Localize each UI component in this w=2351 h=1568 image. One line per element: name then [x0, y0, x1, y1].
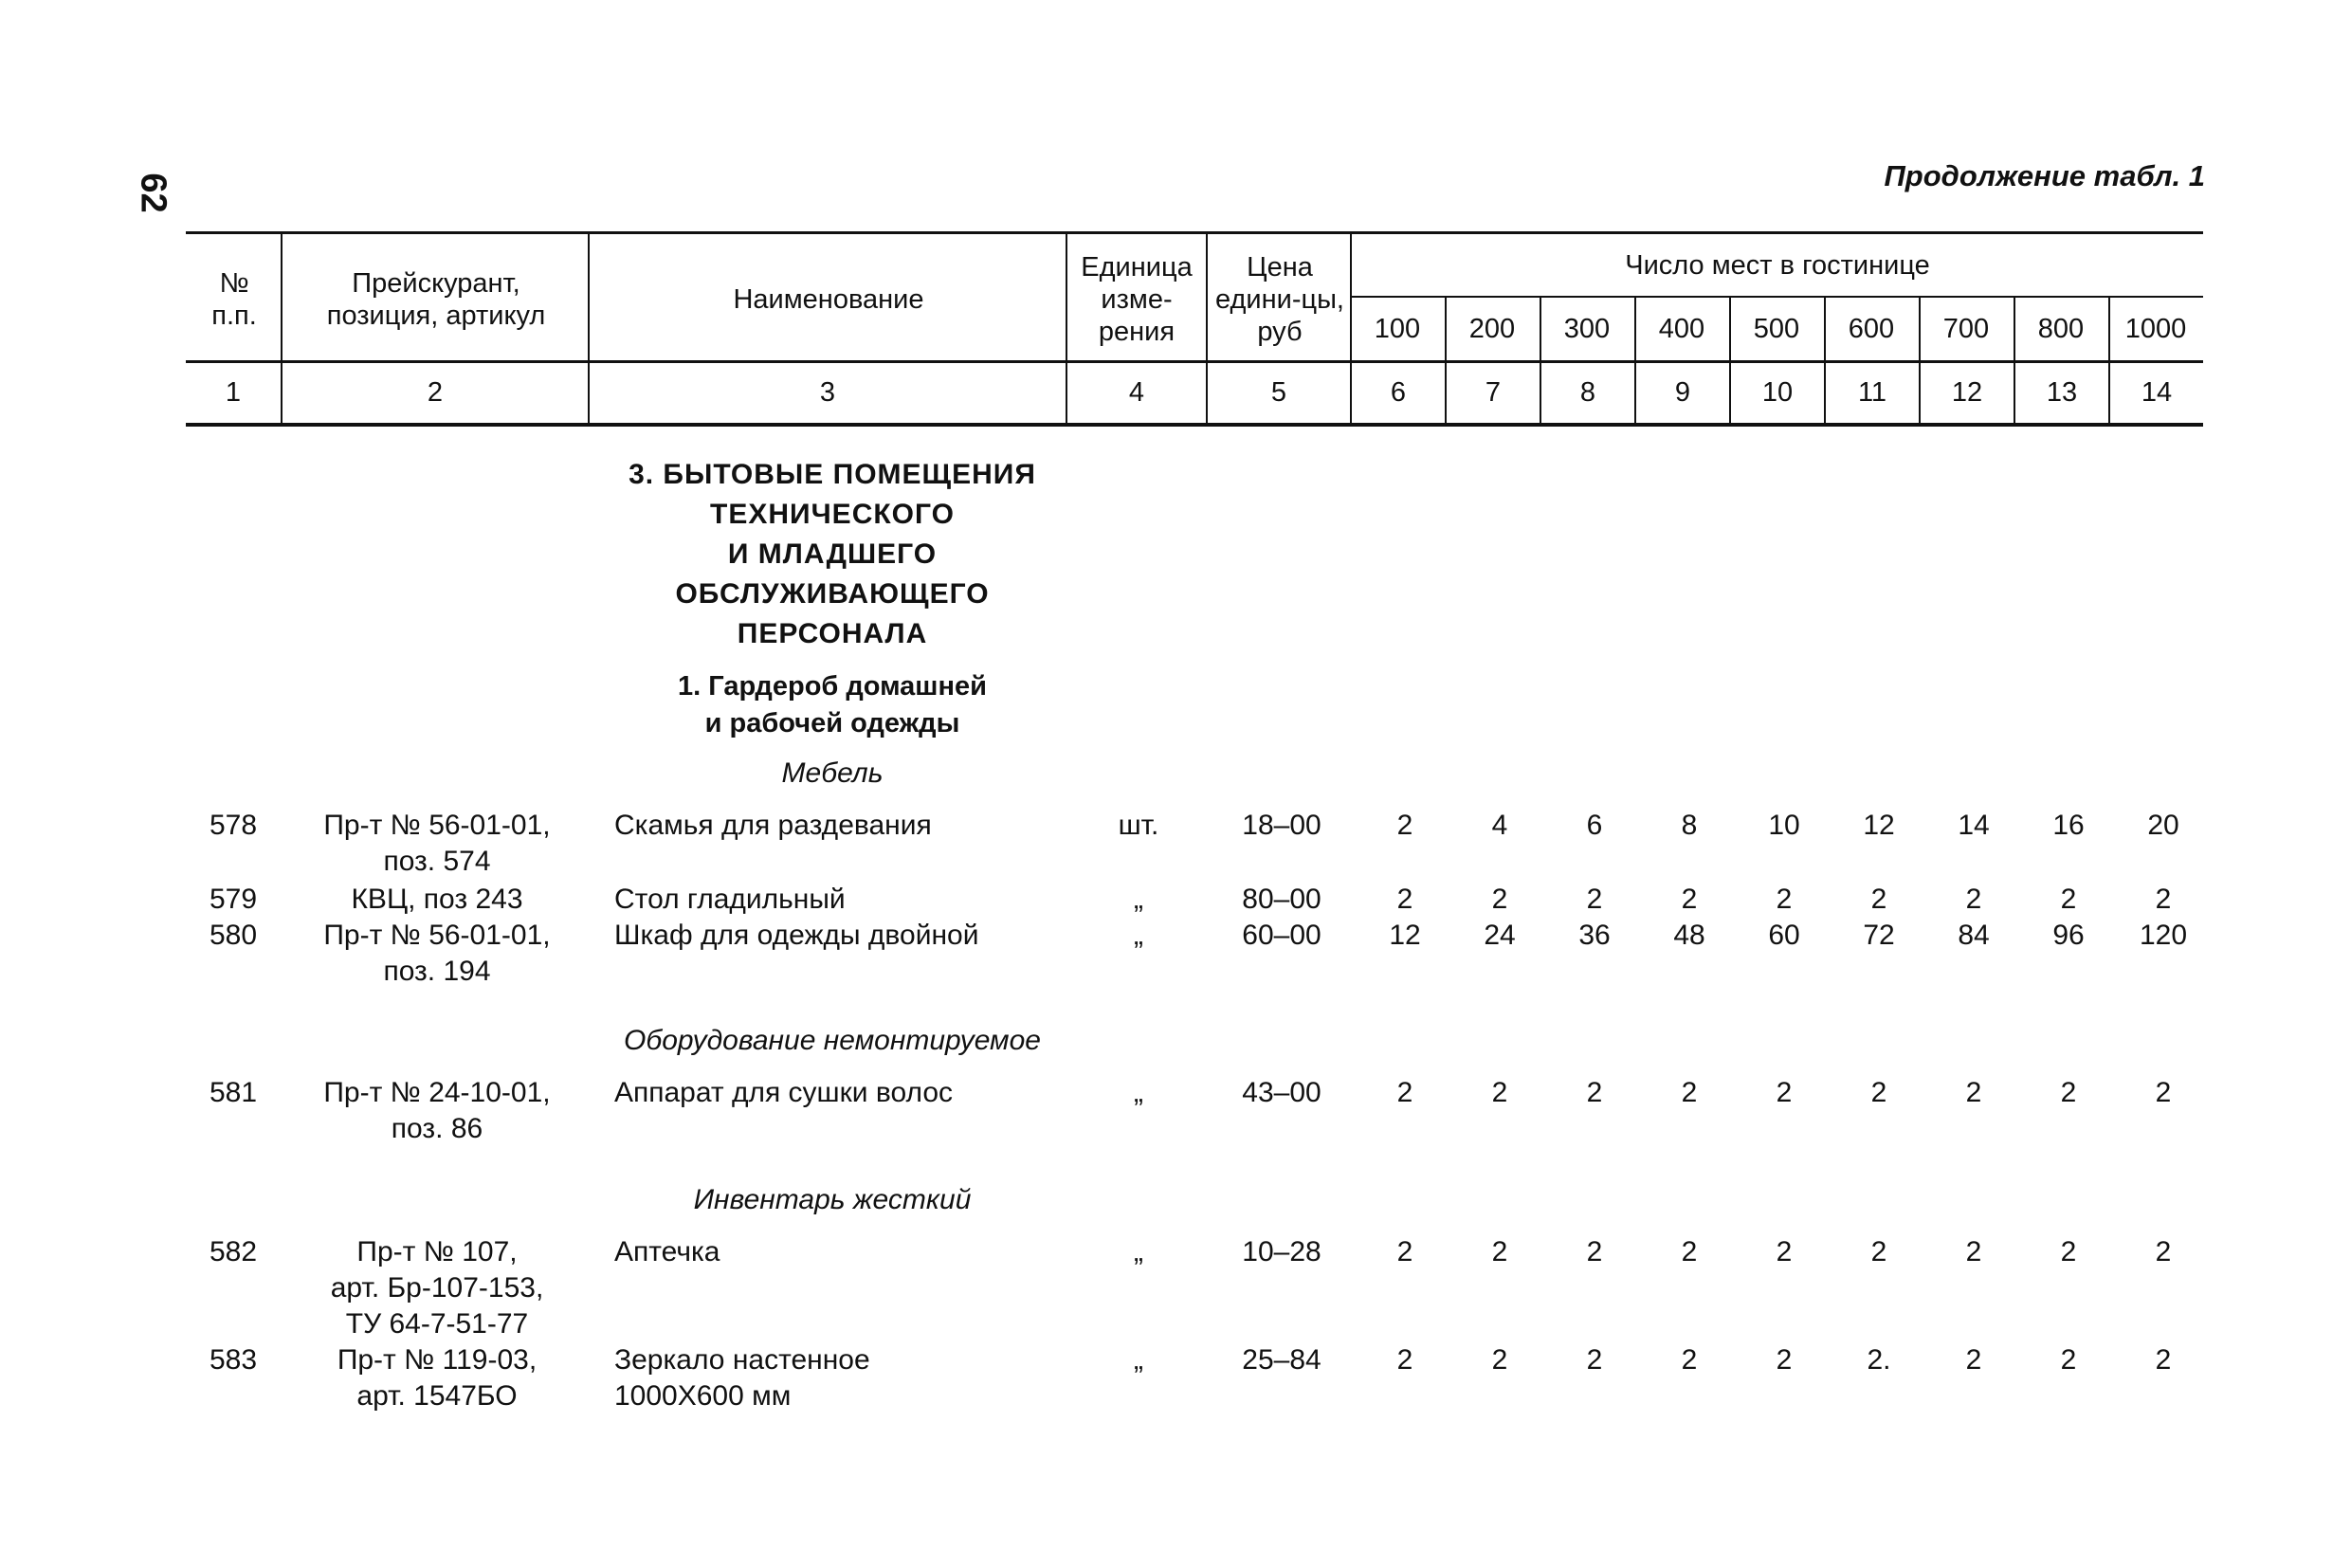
header-unit-price: Цена едини-цы, руб	[1215, 252, 1344, 347]
row-quantity: 2	[1396, 1344, 1413, 1376]
header-capacity-cell: 700	[1942, 313, 1990, 344]
subsection-title-line: 1. Гардероб домашней	[678, 671, 987, 702]
header-capacity-cell: 100	[1374, 313, 1421, 344]
row-quantity: 48	[1673, 920, 1705, 951]
row-quantity: 16	[2052, 810, 2085, 841]
row-quantity: 2	[1491, 1344, 1508, 1376]
header-name: Наименование	[733, 284, 924, 315]
header-capacity-cell: 1000	[2124, 313, 2187, 344]
row-quantity: 2	[1396, 884, 1413, 915]
row-quantity: 10	[1768, 810, 1800, 841]
row-quantity: 2	[1776, 1344, 1793, 1376]
header-column-number: 12	[1951, 376, 1983, 408]
row-quantity: 2	[1491, 1236, 1508, 1267]
row-quantity: 2	[1396, 810, 1413, 841]
header-capacity-cell: 600	[1848, 313, 1895, 344]
row-price-list: Пр-т № 107, арт. Бр-107-153, ТУ 64-7-51-77	[330, 1236, 544, 1340]
row-price-list: Пр-т № 56-01-01, поз. 194	[323, 920, 551, 987]
row-quantity: 2	[1396, 1236, 1413, 1267]
row-quantity: 12	[1389, 920, 1421, 951]
row-quantity: 8	[1681, 810, 1698, 841]
row-quantity: 2	[1491, 884, 1508, 915]
row-quantity: 2	[1965, 1077, 1982, 1108]
header-row-number: № п.п.	[211, 268, 257, 331]
row-quantity: 2	[1681, 1344, 1698, 1376]
row-unit: шт.	[1118, 810, 1159, 841]
header-column-number: 5	[1270, 376, 1287, 408]
row-quantity: 2	[1870, 884, 1887, 915]
row-unit: „	[1134, 1077, 1143, 1108]
row-price-list: Пр-т № 119-03, арт. 1547БО	[337, 1344, 538, 1412]
row-price-list: Пр-т № 56-01-01, поз. 574	[323, 810, 551, 877]
row-quantity: 96	[2052, 920, 2085, 951]
section-title-line: ТЕХНИЧЕСКОГО	[710, 499, 955, 530]
row-quantity: 24	[1484, 920, 1516, 951]
header-column-number: 13	[2046, 376, 2078, 408]
row-quantity: 2	[1681, 1077, 1698, 1108]
row-quantity: 2	[2060, 1236, 2077, 1267]
row-quantity: 2	[1586, 1236, 1603, 1267]
row-quantity: 2	[2155, 1344, 2172, 1376]
row-price-list: Пр-т № 24-10-01, поз. 86	[323, 1077, 551, 1144]
header-column-number: 3	[819, 376, 836, 408]
row-price-list: КВЦ, поз 243	[351, 884, 523, 915]
header-column-number: 2	[427, 376, 444, 408]
row-unit-price: 18–00	[1242, 810, 1321, 841]
row-quantity: 2	[1681, 884, 1698, 915]
row-number: 583	[209, 1344, 258, 1376]
section-title-line: 3. БЫТОВЫЕ ПОМЕЩЕНИЯ	[629, 459, 1036, 490]
header-capacity-cell: 300	[1563, 313, 1611, 344]
row-quantity: 2	[1776, 1236, 1793, 1267]
row-quantity: 2	[1965, 1236, 1982, 1267]
row-quantity: 2	[2060, 1077, 2077, 1108]
header-capacity-cell: 400	[1658, 313, 1705, 344]
category-equipment: Оборудование немонтируемое	[623, 1025, 1041, 1056]
row-quantity: 2	[1681, 1236, 1698, 1267]
header-column-number: 1	[225, 376, 242, 408]
row-quantity: 4	[1491, 810, 1508, 841]
header-column-number: 8	[1579, 376, 1596, 408]
row-unit-price: 80–00	[1242, 884, 1321, 915]
row-unit: „	[1134, 920, 1143, 951]
row-quantity: 2	[1396, 1077, 1413, 1108]
row-quantity: 2	[1965, 884, 1982, 915]
row-name: Шкаф для одежды двойной	[614, 920, 979, 951]
row-number: 579	[209, 884, 258, 915]
header-column-number: 11	[1857, 376, 1887, 408]
row-number: 581	[209, 1077, 258, 1108]
row-quantity: 60	[1768, 920, 1800, 951]
row-unit: „	[1134, 884, 1143, 915]
row-unit: „	[1134, 1344, 1143, 1376]
row-quantity: 2	[2060, 884, 2077, 915]
row-name: Аптечка	[614, 1236, 720, 1267]
category-inventory: Инвентарь жесткий	[693, 1184, 972, 1215]
row-quantity: 120	[2139, 920, 2188, 951]
row-quantity: 14	[1958, 810, 1990, 841]
row-unit-price: 10–28	[1242, 1236, 1321, 1267]
page-number: 62	[133, 173, 173, 213]
row-quantity: 36	[1578, 920, 1611, 951]
category-furniture: Мебель	[781, 757, 884, 789]
table-continuation-caption: Продолжение табл. 1	[1884, 159, 2205, 192]
row-quantity: 72	[1863, 920, 1895, 951]
section-title-line: ОБСЛУЖИВАЮЩЕГО	[675, 578, 990, 610]
row-quantity: 12	[1863, 810, 1895, 841]
header-capacity-cell: 500	[1753, 313, 1800, 344]
header-bottom-rule	[186, 423, 2203, 427]
header-column-number: 7	[1485, 376, 1502, 408]
row-quantity: 2	[2155, 884, 2172, 915]
row-quantity: 2	[1586, 1344, 1603, 1376]
header-price-list: Прейскурант, позиция, артикул	[326, 268, 546, 331]
row-name: Зеркало настенное 1000Х600 мм	[614, 1344, 870, 1412]
row-quantity: 2	[1965, 1344, 1982, 1376]
row-quantity: 84	[1958, 920, 1990, 951]
row-quantity: 2.	[1867, 1344, 1891, 1376]
row-name: Аппарат для сушки волос	[614, 1077, 953, 1108]
section-title-line: ПЕРСОНАЛА	[737, 618, 928, 649]
header-top-rule	[186, 231, 2203, 234]
row-quantity: 2	[1586, 1077, 1603, 1108]
header-capacity-cell: 200	[1468, 313, 1516, 344]
row-name: Стол гладильный	[614, 884, 846, 915]
row-quantity: 2	[2155, 1236, 2172, 1267]
row-number: 582	[209, 1236, 258, 1267]
row-unit: „	[1134, 1236, 1143, 1267]
capacity-split-rule	[1350, 296, 2203, 298]
row-number: 578	[209, 810, 258, 841]
header-column-number: 9	[1674, 376, 1691, 408]
row-quantity: 2	[1491, 1077, 1508, 1108]
header-column-number: 14	[2141, 376, 2173, 408]
row-quantity: 2	[1776, 884, 1793, 915]
row-quantity: 2	[2155, 1077, 2172, 1108]
row-unit-price: 25–84	[1242, 1344, 1321, 1376]
header-capacity-group: Число мест в гостинице	[1625, 250, 1930, 281]
row-quantity: 2	[1870, 1077, 1887, 1108]
row-quantity: 2	[1870, 1236, 1887, 1267]
row-quantity: 20	[2147, 810, 2179, 841]
row-number: 580	[209, 920, 258, 951]
row-quantity: 2	[1586, 884, 1603, 915]
row-unit-price: 60–00	[1242, 920, 1321, 951]
header-unit: Единица изме-рения	[1081, 252, 1193, 347]
row-quantity: 2	[2060, 1344, 2077, 1376]
row-unit-price: 43–00	[1242, 1077, 1321, 1108]
header-column-number: 10	[1761, 376, 1794, 408]
row-quantity: 6	[1586, 810, 1603, 841]
row-name: Скамья для раздевания	[614, 810, 932, 841]
header-capacity-cell: 800	[2037, 313, 2085, 344]
subsection-title	[586, 668, 1079, 742]
row-quantity: 2	[1776, 1077, 1793, 1108]
section-title-line: И МЛАДШЕГО	[727, 538, 938, 570]
section-title	[586, 455, 1079, 654]
header-column-number: 4	[1128, 376, 1145, 408]
header-column-number: 6	[1390, 376, 1407, 408]
subsection-title-line: и рабочей одежды	[704, 708, 960, 738]
